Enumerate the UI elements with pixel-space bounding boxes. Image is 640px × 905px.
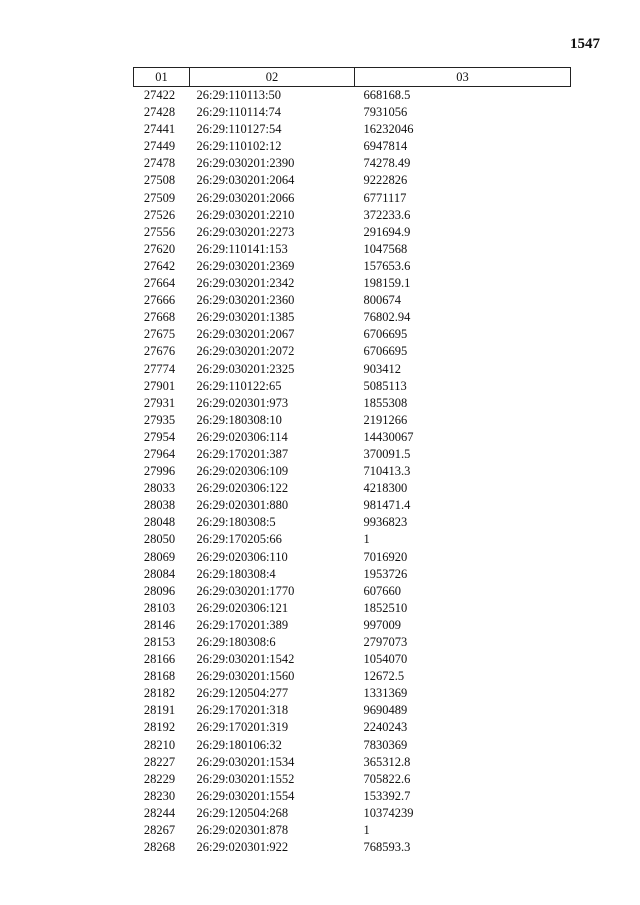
- table-row: [134, 275, 571, 292]
- row-id-cell: 28267: [143, 823, 176, 838]
- row-id-cell: 28033: [143, 481, 176, 496]
- table-row: [134, 412, 571, 429]
- row-id-cell: 27449: [143, 139, 176, 154]
- cadastral-number-cell: 26:29:030201:1554: [196, 788, 295, 803]
- row-id-cell: 28146: [143, 617, 176, 632]
- table-row: [134, 207, 571, 224]
- cadastral-number-cell: 26:29:030201:2064: [196, 173, 295, 188]
- value-cell: 997009: [363, 617, 401, 632]
- table-row: [134, 668, 571, 685]
- value-cell: 10374239: [363, 805, 414, 820]
- value-cell: 76802.94: [363, 310, 411, 325]
- row-id-cell: 28168: [143, 669, 176, 684]
- table-row: [134, 190, 571, 207]
- value-cell: 1047568: [363, 241, 408, 256]
- value-cell: 9222826: [363, 173, 408, 188]
- table-row: [134, 429, 571, 446]
- table-row: [134, 138, 571, 155]
- row-id-cell: 28268: [143, 840, 176, 855]
- cadastral-number-cell: 26:29:020301:973: [196, 395, 289, 410]
- value-cell: 5085113: [363, 378, 407, 393]
- row-id-cell: 28096: [143, 583, 176, 598]
- row-id-cell: 27478: [143, 156, 176, 171]
- table-row: [134, 292, 571, 309]
- table-row: [134, 343, 571, 360]
- row-id-cell: 27676: [143, 344, 176, 359]
- value-cell: 981471.4: [363, 498, 411, 513]
- cadastral-number-cell: 26:29:180308:5: [196, 515, 276, 530]
- table-row: [134, 737, 571, 754]
- cadastral-number-cell: 26:29:030201:2210: [196, 207, 295, 222]
- value-cell: 2240243: [363, 720, 408, 735]
- value-cell: 6947814: [363, 139, 408, 154]
- table-row: [134, 549, 571, 566]
- value-cell: 74278.49: [363, 156, 411, 171]
- value-cell: 372233.6: [363, 207, 411, 222]
- value-cell: 1855308: [363, 395, 408, 410]
- row-id-cell: 28210: [143, 737, 176, 752]
- table-row: [134, 463, 571, 480]
- value-cell: 7016920: [363, 549, 408, 564]
- table-row: [134, 224, 571, 241]
- cadastral-number-cell: 26:29:030201:2067: [196, 327, 295, 342]
- column-header-03: 03: [355, 68, 571, 87]
- cadastral-number-cell: 26:29:030201:1770: [196, 583, 295, 598]
- table-row: [134, 702, 571, 719]
- value-cell: 607660: [363, 583, 401, 598]
- cadastral-number-cell: 26:29:020306:110: [196, 549, 288, 564]
- header-row: [134, 68, 571, 87]
- cadastral-number-cell: 26:29:180106:32: [196, 737, 282, 752]
- value-cell: 370091.5: [363, 446, 411, 461]
- row-id-cell: 28069: [143, 549, 176, 564]
- row-id-cell: 27620: [143, 241, 176, 256]
- cadastral-number-cell: 26:29:110113:50: [196, 88, 281, 102]
- value-cell: 768593.3: [363, 840, 411, 855]
- table-row: [134, 566, 571, 583]
- value-cell: 1054070: [363, 652, 408, 667]
- cadastral-number-cell: 26:29:030201:1385: [196, 310, 295, 325]
- row-id-cell: 28103: [143, 600, 176, 615]
- value-cell: 800674: [363, 293, 401, 308]
- value-cell: 7830369: [363, 737, 408, 752]
- value-cell: 157653.6: [363, 258, 411, 273]
- cadastral-number-cell: 26:29:170201:318: [196, 703, 289, 718]
- value-cell: 903412: [363, 361, 401, 376]
- cadastral-number-cell: 26:29:110141:153: [196, 241, 288, 256]
- row-id-cell: 27774: [143, 361, 176, 376]
- row-id-cell: 28050: [143, 532, 176, 547]
- cadastral-number-cell: 26:29:020306:109: [196, 464, 289, 479]
- table-row: [134, 719, 571, 736]
- data-table-container: [133, 67, 570, 856]
- cadastral-number-cell: 26:29:020301:922: [196, 840, 289, 855]
- value-cell: 198159.1: [363, 276, 411, 291]
- cadastral-number-cell: 26:29:030201:1552: [196, 771, 295, 786]
- value-cell: 9690489: [363, 703, 408, 718]
- table-row: [134, 104, 571, 121]
- table-row: [134, 583, 571, 600]
- table-row: [134, 651, 571, 668]
- row-id-cell: 28244: [143, 805, 176, 820]
- cadastral-number-cell: 26:29:030201:2325: [196, 361, 295, 376]
- row-id-cell: 27509: [143, 190, 176, 205]
- cadastral-number-cell: 26:29:180308:4: [196, 566, 276, 581]
- table-body: [134, 87, 571, 857]
- row-id-cell: 27954: [143, 429, 176, 444]
- cadastral-number-cell: 26:29:170201:387: [196, 446, 289, 461]
- row-id-cell: 27666: [143, 293, 176, 308]
- row-id-cell: 28227: [143, 754, 176, 769]
- column-header-02: 02: [190, 68, 355, 87]
- table-row: [134, 822, 571, 839]
- cadastral-number-cell: 26:29:030201:2369: [196, 258, 295, 273]
- row-id-cell: 27668: [143, 310, 176, 325]
- row-id-cell: 27441: [143, 122, 176, 137]
- table-row: [134, 771, 571, 788]
- cadastral-number-cell: 26:29:120504:268: [196, 805, 289, 820]
- cadastral-number-cell: 26:29:110122:65: [196, 378, 282, 393]
- value-cell: 365312.8: [363, 754, 411, 769]
- value-cell: 7931056: [363, 105, 408, 120]
- data-table: [133, 67, 571, 856]
- table-row: [134, 155, 571, 172]
- table-row: [134, 378, 571, 395]
- table-row: [134, 531, 571, 548]
- row-id-cell: 27901: [143, 378, 176, 393]
- cadastral-number-cell: 26:29:030201:2273: [196, 224, 295, 239]
- cadastral-number-cell: 26:29:110127:54: [196, 122, 282, 137]
- row-id-cell: 27422: [143, 88, 176, 102]
- row-id-cell: 28230: [143, 788, 176, 803]
- table-row: [134, 497, 571, 514]
- value-cell: 12672.5: [363, 669, 405, 684]
- value-cell: 6706695: [363, 327, 408, 342]
- row-id-cell: 27996: [143, 464, 176, 479]
- cadastral-number-cell: 26:29:170205:66: [196, 532, 282, 547]
- row-id-cell: 27556: [143, 224, 176, 239]
- cadastral-number-cell: 26:29:030201:2360: [196, 293, 295, 308]
- row-id-cell: 27675: [143, 327, 176, 342]
- row-id-cell: 27935: [143, 412, 176, 427]
- table-row: [134, 617, 571, 634]
- row-id-cell: 27508: [143, 173, 176, 188]
- table-row: [134, 241, 571, 258]
- cadastral-number-cell: 26:29:030201:2342: [196, 276, 295, 291]
- cadastral-number-cell: 26:29:030201:1542: [196, 652, 295, 667]
- value-cell: 705822.6: [363, 771, 411, 786]
- table-row: [134, 326, 571, 343]
- row-id-cell: 28182: [143, 686, 176, 701]
- table-row: [134, 87, 571, 105]
- row-id-cell: 28048: [143, 515, 176, 530]
- value-cell: 291694.9: [363, 224, 411, 239]
- table-row: [134, 805, 571, 822]
- value-cell: 6706695: [363, 344, 408, 359]
- row-id-cell: 27964: [143, 446, 176, 461]
- value-cell: 668168.5: [363, 88, 411, 102]
- value-cell: 4218300: [363, 481, 408, 496]
- cadastral-number-cell: 26:29:020306:121: [196, 600, 289, 615]
- row-id-cell: 28038: [143, 498, 176, 513]
- cadastral-number-cell: 26:29:020306:114: [196, 429, 288, 444]
- value-cell: 1331369: [363, 686, 408, 701]
- value-cell: 153392.7: [363, 788, 411, 803]
- cadastral-number-cell: 26:29:030201:1560: [196, 669, 295, 684]
- row-id-cell: 27428: [143, 105, 176, 120]
- row-id-cell: 27931: [143, 395, 176, 410]
- table-row: [134, 446, 571, 463]
- cadastral-number-cell: 26:29:030201:1534: [196, 754, 295, 769]
- cadastral-number-cell: 26:29:030201:2072: [196, 344, 295, 359]
- value-cell: 16232046: [363, 122, 414, 137]
- cadastral-number-cell: 26:29:180308:6: [196, 635, 276, 649]
- table-header: [134, 68, 571, 87]
- row-id-cell: 28084: [143, 566, 176, 581]
- value-cell: 1: [363, 823, 370, 838]
- value-cell: 1852510: [363, 600, 408, 615]
- cadastral-number-cell: 26:29:020306:122: [196, 481, 289, 496]
- value-cell: 9936823: [363, 515, 408, 530]
- row-id-cell: 28153: [143, 635, 176, 649]
- table-row: [134, 309, 571, 326]
- row-id-cell: 27526: [143, 207, 176, 222]
- value-cell: 14430067: [363, 429, 414, 444]
- cadastral-number-cell: 26:29:020301:878: [196, 823, 289, 838]
- table-row: [134, 685, 571, 702]
- table-row: [134, 514, 571, 531]
- cadastral-number-cell: 26:29:020301:880: [196, 498, 289, 513]
- table-row: [134, 754, 571, 771]
- table-row: [134, 361, 571, 378]
- cadastral-number-cell: 26:29:110114:74: [196, 105, 281, 120]
- row-id-cell: 28191: [143, 703, 176, 718]
- row-id-cell: 28192: [143, 720, 176, 735]
- cadastral-number-cell: 26:29:110102:12: [196, 139, 282, 154]
- table-row: [134, 121, 571, 138]
- cadastral-number-cell: 26:29:030201:2390: [196, 156, 295, 171]
- row-id-cell: 28166: [143, 652, 176, 667]
- page-number: 1547: [570, 36, 600, 52]
- value-cell: 2191266: [363, 412, 408, 427]
- table-row: [134, 395, 571, 412]
- value-cell: 710413.3: [363, 464, 411, 479]
- table-row: [134, 788, 571, 805]
- value-cell: 1: [363, 532, 370, 547]
- row-id-cell: 27664: [143, 276, 176, 291]
- value-cell: 2797073: [363, 635, 408, 649]
- table-row: [134, 258, 571, 275]
- row-id-cell: 28229: [143, 771, 176, 786]
- table-row: [134, 600, 571, 617]
- table-row: [134, 634, 571, 651]
- table-row: [134, 480, 571, 497]
- cadastral-number-cell: 26:29:170201:389: [196, 617, 289, 632]
- cadastral-number-cell: 26:29:180308:10: [196, 412, 282, 427]
- cadastral-number-cell: 26:29:170201:319: [196, 720, 289, 735]
- column-header-01: 01: [134, 68, 190, 87]
- value-cell: 6771117: [363, 190, 407, 205]
- value-cell: 1953726: [363, 566, 408, 581]
- table-row: [134, 839, 571, 856]
- table-row: [134, 172, 571, 189]
- cadastral-number-cell: 26:29:030201:2066: [196, 190, 295, 205]
- row-id-cell: 27642: [143, 258, 176, 273]
- cadastral-number-cell: 26:29:120504:277: [196, 686, 289, 701]
